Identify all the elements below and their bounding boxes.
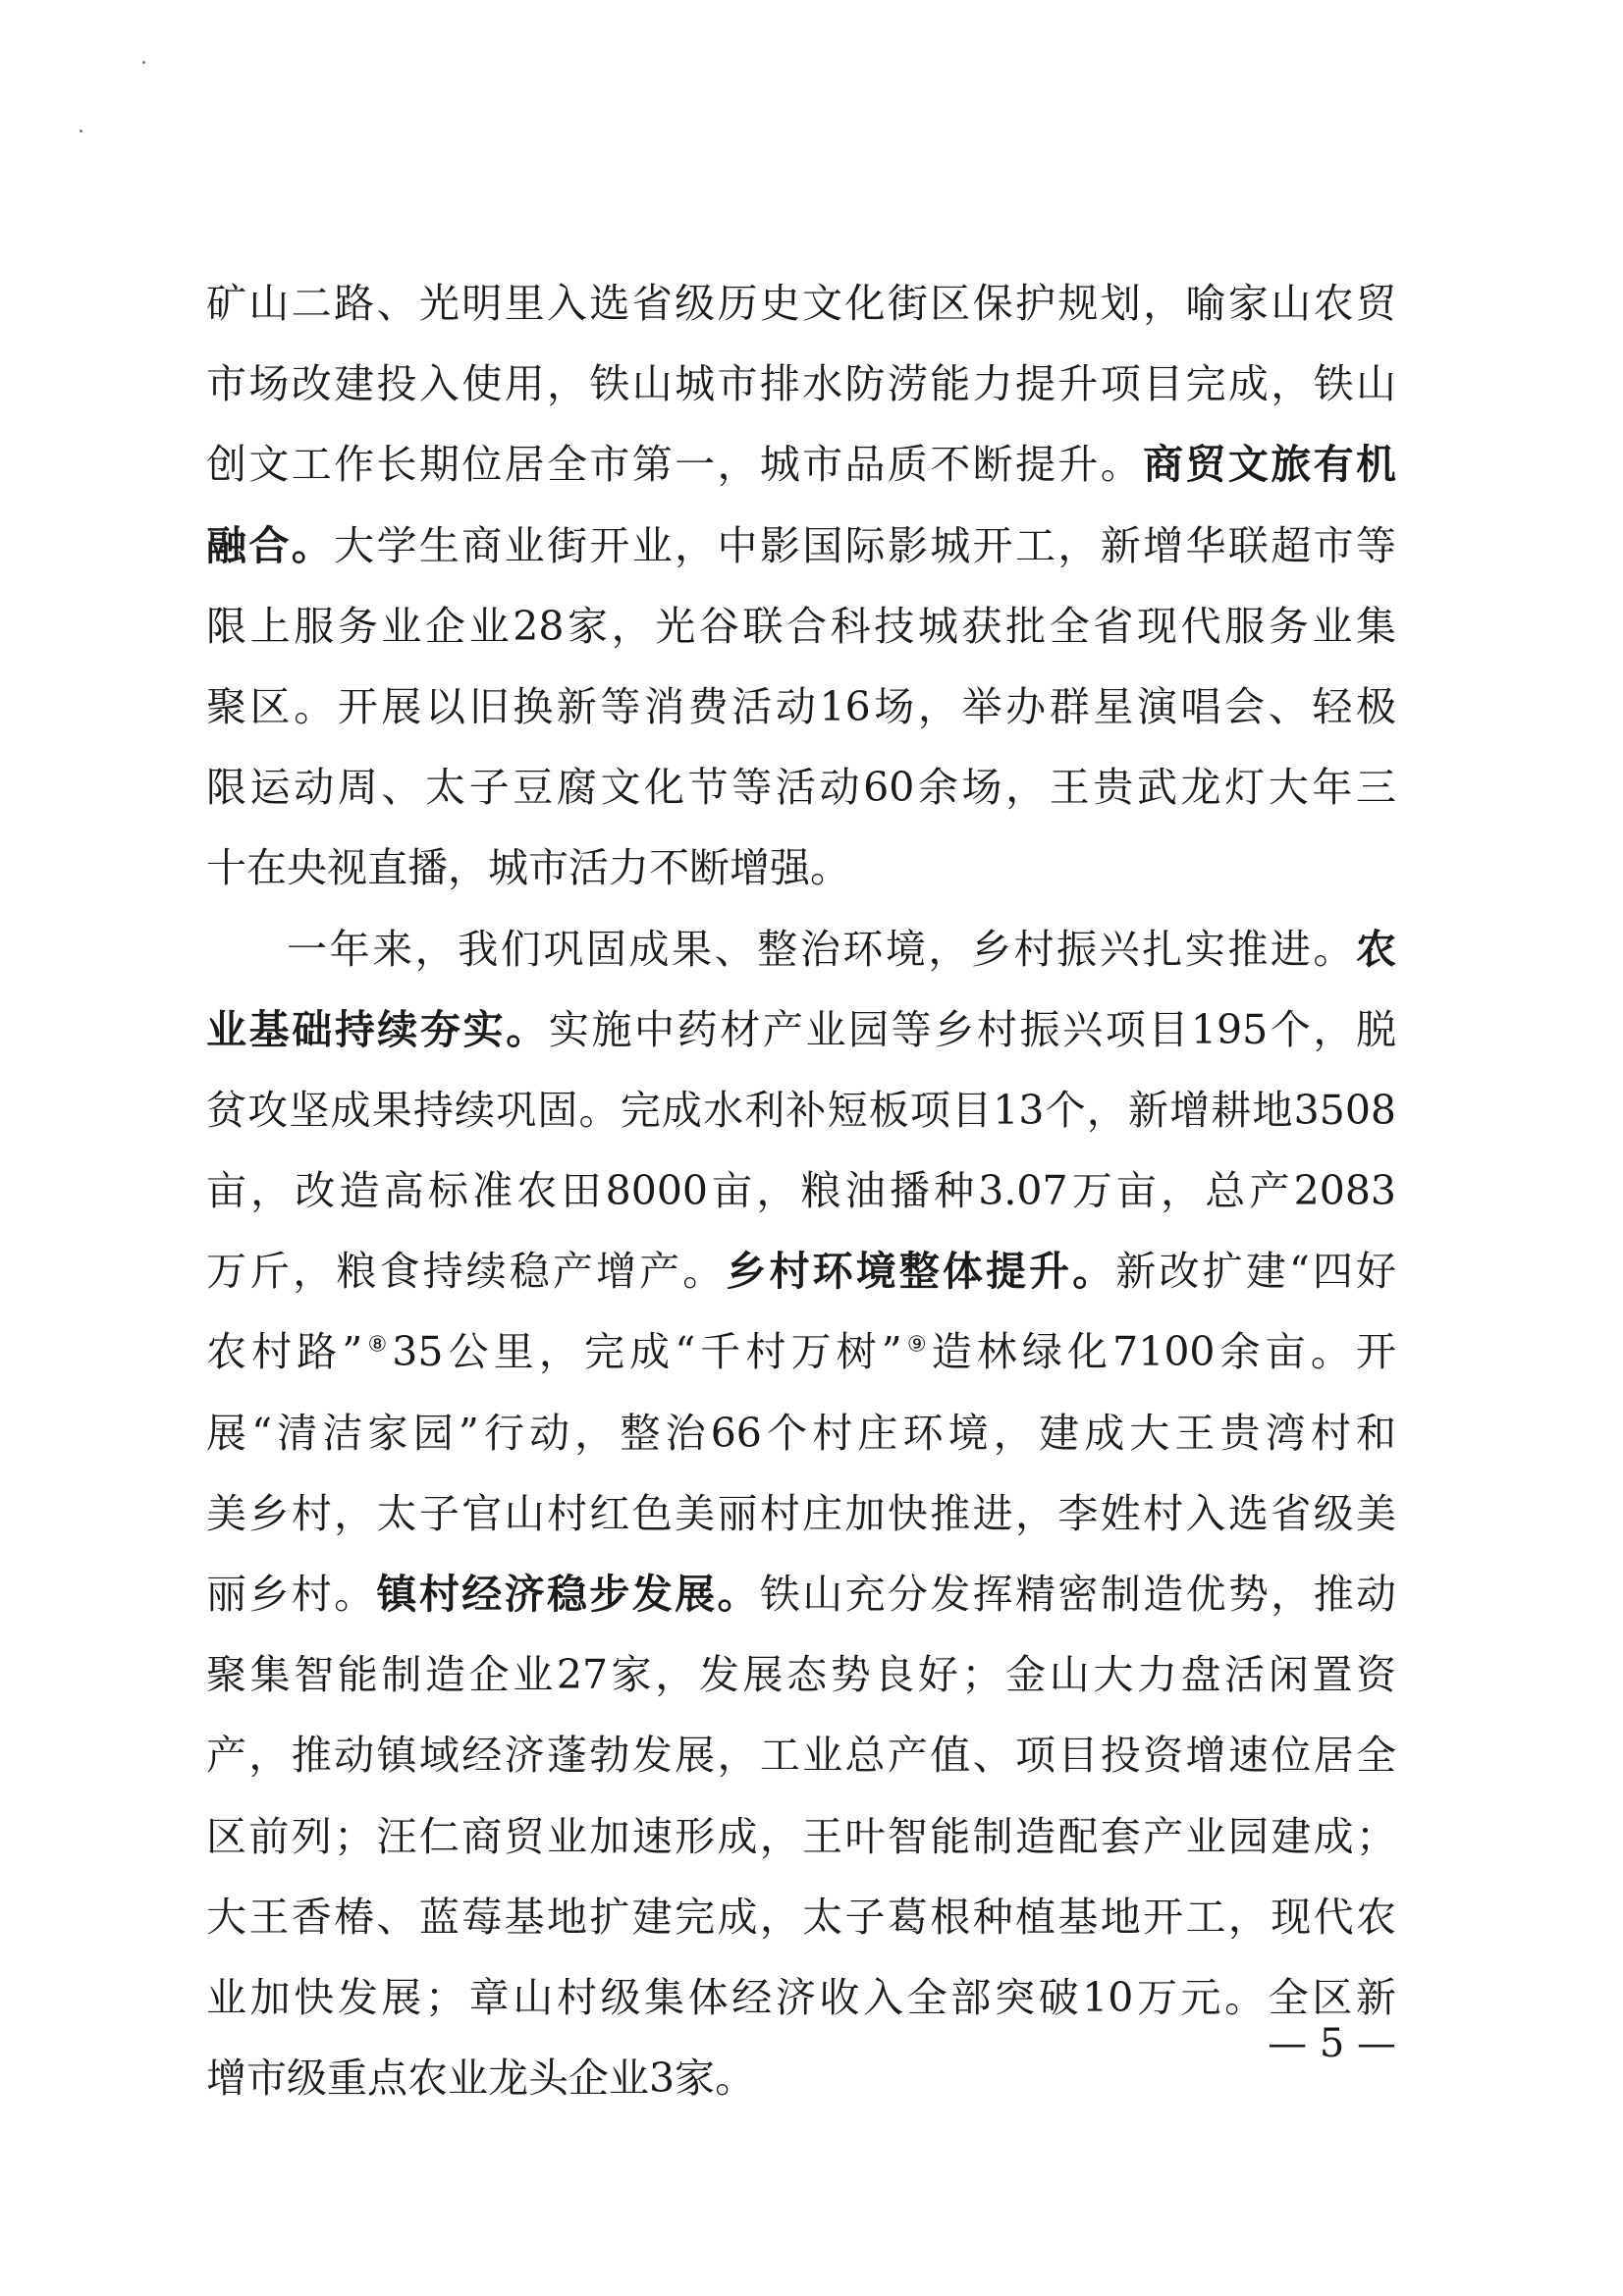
body-text-segment: 大学生商业街开业，中影国际影城开工，新增华联超市等 — [334, 521, 1396, 569]
text-line — [206, 1715, 1396, 1795]
bold-heading-text: 乡村环境整体提升。 — [726, 1248, 1116, 1296]
text-line — [206, 1473, 1396, 1554]
body-text-segment: 35公里，完成“千村万树” — [392, 1328, 902, 1376]
body-text-segment: 限运动周、太子豆腐文化节等活动60余场，王贵武龙灯大年三 — [206, 764, 1396, 812]
text-line — [206, 1554, 1396, 1634]
text-line — [206, 1634, 1396, 1715]
body-text-segment: 市场改建投入使用，铁山城市排水防涝能力提升项目完成，铁山 — [206, 360, 1396, 408]
text-line — [206, 506, 1396, 586]
body-text-segment: 聚集智能制造企业27家，发展态势良好；金山大力盘活闲置资 — [206, 1651, 1396, 1699]
bold-heading-text: 镇村经济稳步发展。 — [376, 1571, 760, 1618]
body-text-segment: 区前列；汪仁商贸业加速形成，王叶智能制造配套产业园建成； — [206, 1812, 1396, 1860]
body-text-segment: 亩，改造高标准农田8000亩，粮油播种3.07万亩，总产2083 — [206, 1167, 1396, 1215]
footnote-marker: ⑧ — [362, 1332, 393, 1358]
scan-speck — [142, 61, 145, 64]
text-line — [206, 263, 1396, 344]
text-line — [206, 586, 1396, 667]
paragraph — [206, 909, 1396, 2119]
text-line — [206, 989, 1396, 1070]
text-line — [206, 909, 1396, 989]
paragraph — [206, 263, 1396, 909]
text-line — [206, 667, 1396, 747]
text-line — [206, 1150, 1396, 1231]
page-number: — 5 — — [1268, 2021, 1396, 2066]
body-text-segment: 农村路” — [206, 1328, 363, 1376]
body-text-segment: 十在央视直播，城市活力不断增强。 — [206, 844, 850, 892]
body-text-segment: 产，推动镇域经济蓬勃发展，工业总产值、项目投资增速位居全 — [206, 1732, 1396, 1780]
scan-speck — [80, 130, 82, 133]
body-text-segment: 展“清洁家园”行动，整治66个村庄环境，建成大王贵湾村和 — [206, 1409, 1396, 1457]
bold-heading-text: 农 — [1356, 925, 1396, 973]
body-text-segment: 丽乡村。 — [206, 1571, 377, 1618]
text-line — [206, 1957, 1396, 2038]
text-line — [206, 2038, 1396, 2118]
body-text — [206, 263, 1396, 2118]
text-line — [206, 1311, 1396, 1392]
text-line — [206, 1796, 1396, 1877]
body-text-segment: 大王香椿、蓝莓基地扩建完成，太子葛根种植基地开工，现代农 — [206, 1893, 1396, 1941]
body-text-segment: 铁山充分发挥精密制造优势，推动 — [759, 1571, 1396, 1618]
body-text-segment: 万斤，粮食持续稳产增产。 — [206, 1248, 727, 1296]
body-text-segment: 一年来，我们巩固成果、整治环境，乡村振兴扎实推进。 — [287, 925, 1356, 973]
bold-heading-text: 商贸文旅有机 — [1143, 441, 1396, 489]
bold-heading-text: 业基础持续夯实。 — [206, 1005, 549, 1053]
body-text-segment: 美乡村，太子官山村红色美丽村庄加快推进，李姓村入选省级美 — [206, 1489, 1396, 1537]
body-text-segment: 聚区。开展以旧换新等消费活动16场，举办群星演唱会、轻极 — [206, 682, 1396, 730]
text-line — [206, 1070, 1396, 1150]
bold-heading-text: 融合。 — [206, 521, 335, 569]
text-line — [206, 1877, 1396, 1957]
text-line — [206, 747, 1396, 828]
text-line — [206, 1393, 1396, 1473]
text-line — [206, 1231, 1396, 1311]
body-text-segment: 限上服务业企业28家，光谷联合科技城获批全省现代服务业集 — [206, 602, 1396, 650]
body-text-segment: 贫攻坚成果持续巩固。完成水利补短板项目13个，新增耕地3508 — [206, 1086, 1396, 1134]
body-text-segment: 创文工作长期位居全市第一，城市品质不断提升。 — [206, 441, 1144, 489]
footnote-marker: ⑨ — [901, 1332, 932, 1358]
body-text-segment: 新改扩建“四好 — [1115, 1248, 1396, 1296]
text-line — [206, 344, 1396, 424]
body-text-segment: 矿山二路、光明里入选省级历史文化街区保护规划，喻家山农贸 — [206, 280, 1396, 327]
text-line — [206, 828, 1396, 908]
body-text-segment: 造林绿化7100余亩。开 — [931, 1328, 1396, 1376]
text-line — [206, 424, 1396, 505]
body-text-segment: 增市级重点农业龙头企业3家。 — [206, 2055, 756, 2103]
body-text-segment: 实施中药材产业园等乡村振兴项目195个，脱 — [548, 1005, 1396, 1053]
body-text-segment: 业加快发展；章山村级集体经济收入全部突破10万元。全区新 — [206, 1973, 1396, 2021]
